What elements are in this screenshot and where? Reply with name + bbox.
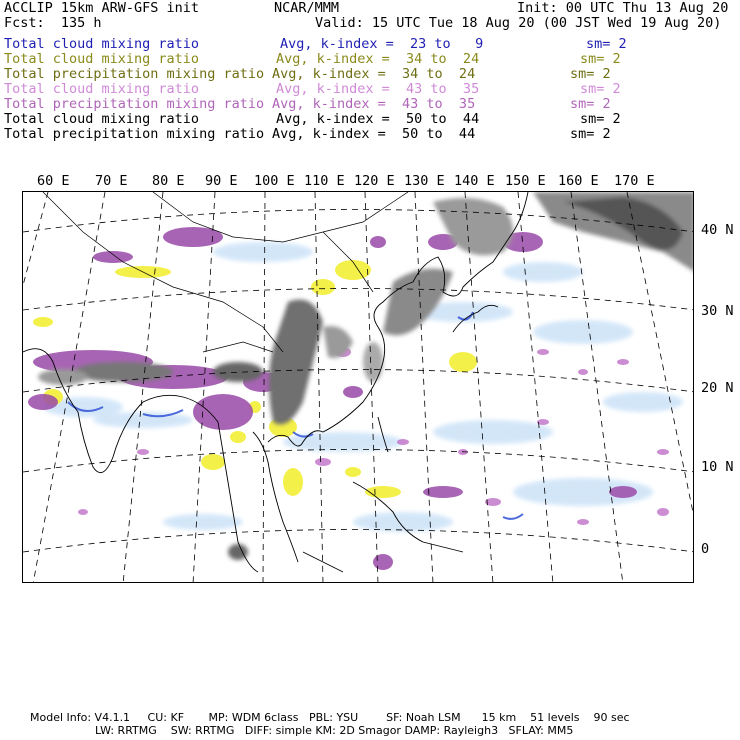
field-sm: sm= 2 [570,96,611,112]
field-avg: Avg, k-index = 43 to 35 [272,96,476,112]
lon-label-100e: 100 E [254,173,295,189]
field-avg: Avg, k-index = 50 to 44 [272,126,476,142]
lon-label-150e: 150 E [505,173,546,189]
lat-label-40n: 40 N [701,222,734,238]
field-avg: Avg, k-index = 34 to 24 [276,51,480,67]
field-name: Total precipitation mixing ratio [4,96,265,112]
field-sm: sm= 2 [580,111,621,127]
header-fcst: Fcst: 135 h [4,15,102,31]
lon-label-120e: 120 E [354,173,395,189]
header-valid: Valid: 15 UTC Tue 18 Aug 20 (00 JST Wed 19 Aug 20) [315,15,722,31]
lon-label-110e: 110 E [304,173,345,189]
lon-label-60e: 60 E [37,173,70,189]
lon-label-70e: 70 E [95,173,128,189]
footer-model-info: Model Info: V4.1.1 CU: KF MP: WDM 6class PBL: YSU SF: Noah LSM 15 km 51 levels 90 sec [30,711,630,724]
field-row-6 [4,111,736,126]
lat-label-20n: 20 N [701,380,734,396]
field-sm: sm= 2 [586,36,627,52]
field-sm: sm= 2 [570,66,611,82]
field-avg: Avg, k-index = 23 to 9 [280,36,484,52]
field-name: Total cloud mixing ratio [4,51,200,67]
field-avg: Avg, k-index = 34 to 24 [272,66,476,82]
field-row-4 [4,81,736,96]
lat-label-0: 0 [701,541,710,557]
light-blue-cloud-layer [43,242,683,532]
map-frame [22,191,694,583]
field-sm: sm= 2 [580,51,621,67]
lon-label-90e: 90 E [205,173,238,189]
field-row-1 [4,36,736,51]
field-name: Total cloud mixing ratio [4,36,200,52]
lon-label-80e: 80 E [152,173,185,189]
lon-label-130e: 130 E [404,173,445,189]
field-name: Total precipitation mixing ratio [4,126,265,142]
lon-label-160e: 160 E [558,173,599,189]
header-init: Init: 00 UTC Thu 13 Aug 20 [517,0,729,16]
field-name: Total cloud mixing ratio [4,111,200,127]
header-org: NCAR/MMM [274,0,340,16]
field-sm: sm= 2 [570,126,611,142]
field-avg: Avg, k-index = 43 to 35 [276,81,480,97]
field-row-5 [4,96,736,111]
field-avg: Avg, k-index = 50 to 44 [276,111,480,127]
lon-label-170e: 170 E [614,173,655,189]
field-sm: sm= 2 [580,81,621,97]
lat-label-30n: 30 N [701,303,734,319]
header-model: ACCLIP 15km ARW-GFS init [4,0,200,16]
lat-label-10n: 10 N [701,459,734,475]
field-row-7 [4,126,736,141]
lon-label-140e: 140 E [454,173,495,189]
footer-physics-info: LW: RRTMG SW: RRTMG DIFF: simple KM: 2D Smagor DAMP: Rayleigh3 SFLAY: MM5 [95,724,574,737]
map-canvas [23,192,694,583]
field-row-3 [4,66,736,81]
field-name: Total precipitation mixing ratio [4,66,265,82]
field-name: Total cloud mixing ratio [4,81,200,97]
field-row-2 [4,51,736,66]
